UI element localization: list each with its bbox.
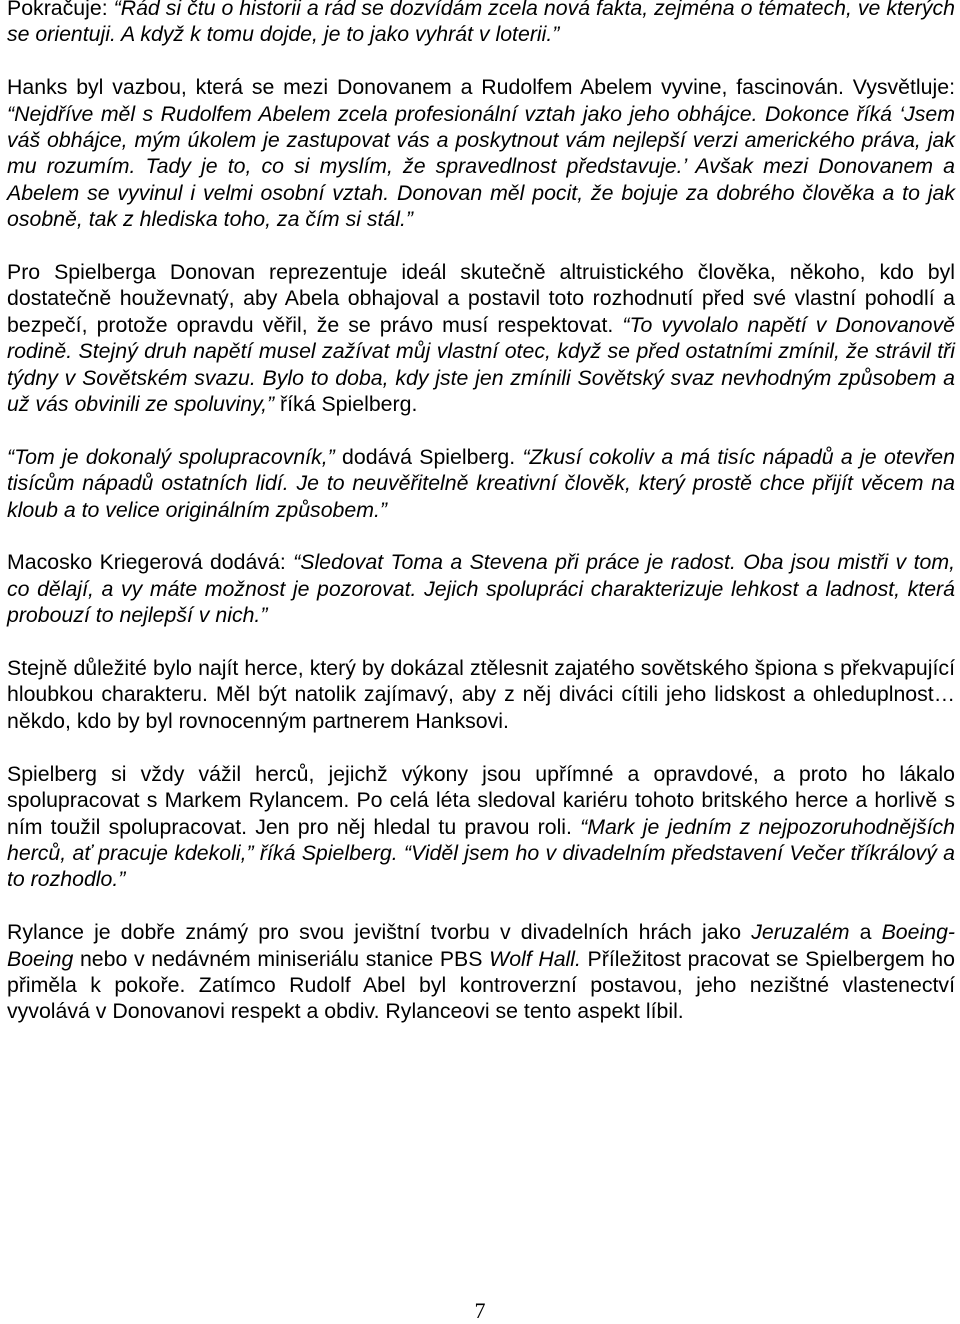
paragraph-text: Rylance je dobře známý pro svou jevištní tvorbu v divadelních hrách jako: [7, 920, 752, 945]
paragraph-text: Macosko Kriegerová dodává:: [7, 550, 294, 575]
quote-text: “Zkusí cokoliv a má tisíc nápadů a je otevřen tisícům nápadů ostatních lidí. Je to neuvěřitelně kreativní člověk, který prostě chce přijít věcem na kloub a to velice originálním způsobem.”: [7, 444, 955, 522]
paragraph-4: [7, 444, 955, 523]
paragraph-1: [7, 0, 955, 48]
quote-text: “Rád si čtu o historii a rád se dozvídám zcela nová fakta, zejména o tématech, ve kterých se orientuji. A když k tomu dojde, je to jako vyhrát v loterii.”: [7, 0, 956, 47]
quote-text: “Sledovat Toma a Stevena při práce je radost. Oba jsou mistři v tom, co dělají, a vy máte možnost je pozorovat. Jejich spolupráci charakterizuje lehkost a ladnost, která probouzí to nejlepší v nich.”: [7, 550, 956, 628]
paragraph-text: nebo v nedávném miniseriálu stanice PBS: [73, 946, 490, 971]
title-text: Wolf Hall.: [489, 946, 581, 971]
quote-text: “Nejdříve měl s Rudolfem Abelem zcela profesionální vztah jako jeho obhájce. Dokonce říká ‘Jsem váš obhájce, mým úkolem je zastupovat vás a poskytnout vám nejlepší verzi amerického práva, jak mu rozumím. Tady je to, co si myslím, že spravedlnost představuje.’ Avšak mezi Donovanem a Abelem se vyvinul i velmi osobní vztah. Donovan měl pocit, že bojuje za dobrého člověka a to jak osobně, tak z hlediska toho, za čím si stál.”: [7, 101, 955, 232]
paragraph-text: Pro Spielberga Donovan reprezentuje ideál skutečně altruistického člověka, někoho, kdo byl dostatečně houževnatý, aby Abela obhajoval a postavil toto rozhodnutí před své vlastní pohodlí a bezpečí, protože opravdu věřil, že se právo musí respektovat.: [7, 260, 955, 337]
paragraph-text: Příležitost pracovat se Spielbergem ho přiměla k pokoře. Zatímco Rudolf Abel byl kontroverzní postavou, jeho nezištné vlastenectví vyvolává v Donovanovi respekt a obdiv. Rylanceovi se tento aspekt líbil.: [7, 946, 955, 1024]
paragraph-text: Pokračuje:: [7, 0, 114, 20]
title-text: Boeing-Boeing: [7, 920, 955, 971]
title-text: Jeruzalém: [751, 920, 850, 945]
paragraph-8: [7, 919, 955, 1025]
quote-text: “Mark je jedním z nejpozoruhodnějších herců, ať pracuje kdekoli,” říká Spielberg. “Viděl jsem ho v divadelním představení Večer tříkrálový a to rozhodlo.”: [7, 814, 956, 892]
paragraph-3: [7, 259, 955, 417]
paragraph-text: Stejně důležité bylo najít herce, který by dokázal ztělesnit zajatého sovětského špiona s překvapující hloubkou charakteru. Měl být natolik zajímavý, aby z něj diváci cítili jeho lidskost a ohleduplnost… někdo, kdo by byl rovnocenným partnerem Hanksovi.: [7, 656, 955, 733]
paragraph-2: [7, 74, 955, 232]
quote-text: “Tom je dokonalý spolupracovník,”: [7, 444, 335, 469]
paragraph-text: Spielberg si vždy vážil herců, jejichž výkony jsou upřímné a opravdové, a proto ho lákalo spolupracovat s Markem Rylancem. Po celá léta sledoval kariéru tohoto britského herce a horlivě s ním toužil spolupracovat. Jen pro něj hledal tu pravou roli.: [7, 761, 955, 839]
attribution-text: říká Spielberg.: [274, 392, 418, 417]
page-number: 7: [474, 1298, 486, 1323]
document-page: [7, 0, 955, 1025]
attribution-text: dodává Spielberg.: [334, 444, 523, 469]
paragraph-5: [7, 549, 955, 628]
paragraph-6: [7, 655, 955, 734]
paragraph-7: [7, 761, 955, 893]
paragraph-text: a: [849, 920, 882, 945]
quote-text: “To vyvolalo napětí v Donovanově rodině. Stejný druh napětí musel zažívat můj vlastní otec, když se před ostatními zmínil, že strávil tři týdny v Sovětském svazu. Bylo to doba, kdy jste jen zmínili Sovětský svaz nevhodným způsobem a už vás obvinili ze spoluviny,”: [7, 312, 955, 417]
paragraph-text: Hanks byl vazbou, která se mezi Donovanem a Rudolfem Abelem vyvine, fascinován. Vysvětluje:: [7, 75, 955, 100]
